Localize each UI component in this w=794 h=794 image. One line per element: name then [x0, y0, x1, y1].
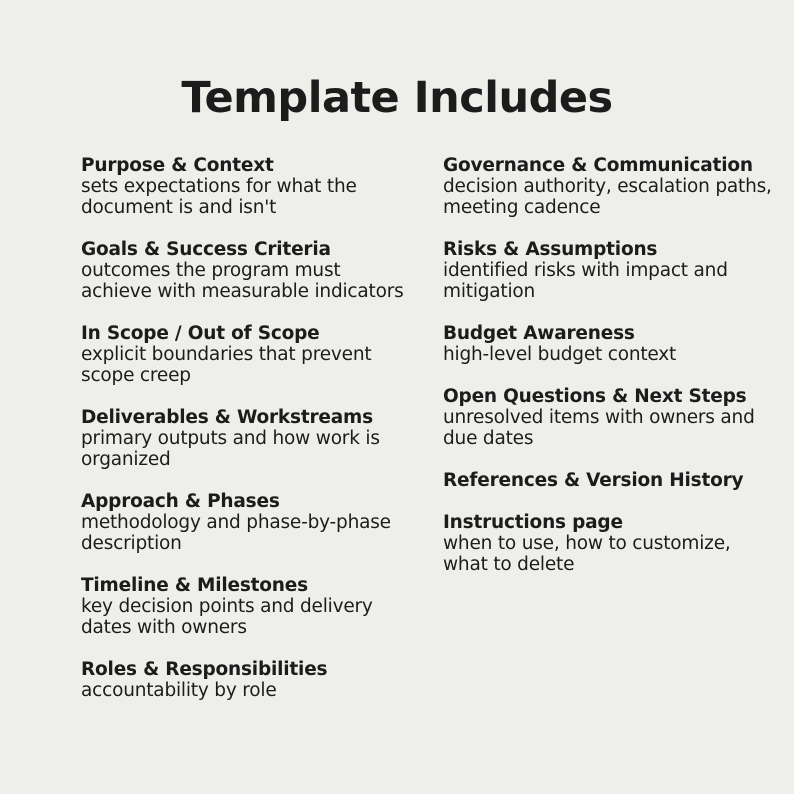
- item-description: decision authority, escalation paths, meeting cadence: [443, 176, 772, 218]
- item-heading: Purpose & Context: [81, 155, 274, 176]
- item-description: key decision points and delivery dates with owners: [81, 596, 373, 638]
- item-description: explicit boundaries that prevent scope creep: [81, 344, 372, 386]
- item-description: primary outputs and how work is organized: [81, 428, 380, 470]
- list-item: [443, 386, 773, 449]
- item-description: sets expectations for what the document is and isn't: [81, 176, 357, 218]
- item-heading: Governance & Communication: [443, 155, 753, 176]
- item-heading: References & Version History: [443, 470, 744, 491]
- list-item: [443, 239, 773, 302]
- list-item: [443, 323, 773, 365]
- item-description: high-level budget context: [443, 344, 677, 365]
- page-title: Template Includes: [181, 73, 613, 123]
- item-heading: Deliverables & Workstreams: [81, 407, 373, 428]
- list-item: [81, 659, 411, 701]
- item-description: identified risks with impact and mitigation: [443, 260, 728, 302]
- list-item: [81, 239, 411, 302]
- list-item: [81, 491, 411, 554]
- left-column: [81, 155, 411, 722]
- item-heading: Open Questions & Next Steps: [443, 386, 747, 407]
- item-description: accountability by role: [81, 680, 277, 701]
- item-heading: Roles & Responsibilities: [81, 659, 328, 680]
- item-heading: Timeline & Milestones: [81, 575, 308, 596]
- item-heading: Budget Awareness: [443, 323, 635, 344]
- list-item: [81, 155, 411, 218]
- item-heading: Goals & Success Criteria: [81, 239, 331, 260]
- item-description: when to use, how to customize, what to delete: [443, 533, 731, 575]
- list-item: [81, 323, 411, 386]
- item-description: unresolved items with owners and due dates: [443, 407, 755, 449]
- list-item: [81, 575, 411, 638]
- item-heading: Instructions page: [443, 512, 623, 533]
- list-item: [81, 407, 411, 470]
- list-item: [443, 470, 773, 491]
- list-item: [443, 512, 773, 575]
- item-heading: In Scope / Out of Scope: [81, 323, 320, 344]
- item-description: methodology and phase-by-phase description: [81, 512, 391, 554]
- item-heading: Risks & Assumptions: [443, 239, 658, 260]
- item-description: outcomes the program must achieve with measurable indicators: [81, 260, 404, 302]
- right-column: [443, 155, 773, 596]
- item-heading: Approach & Phases: [81, 491, 280, 512]
- list-item: [443, 155, 773, 218]
